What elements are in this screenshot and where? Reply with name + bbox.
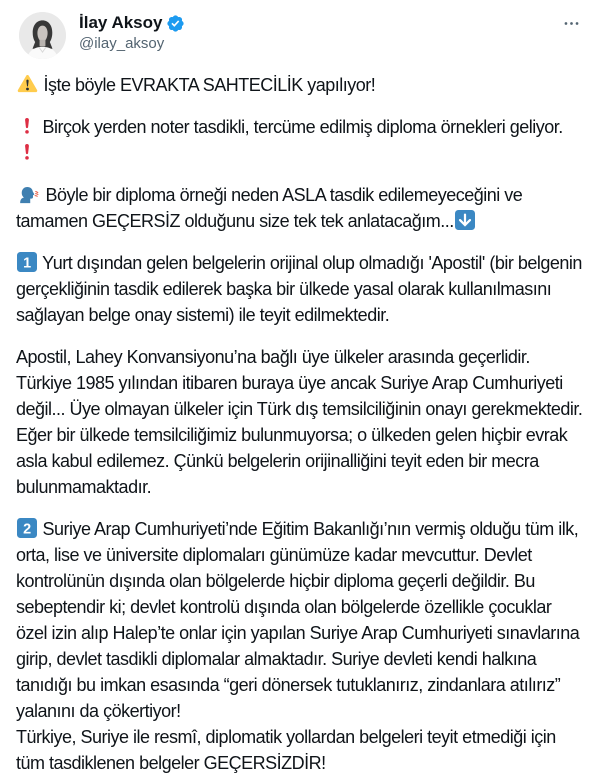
tweet-paragraph: 1 Yurt dışından gelen belgelerin orijinal olup olmadığı 'Apostil' (bir belgenin gerçekliğinin tasdik edilerek başka bir ülkede yasal olarak kullanılmasını sağlayan belge onay sistemi) ile teyit edilmektedir. <box>16 253 582 325</box>
tweet-paragraph: İşte böyle EVRAKTA SAHTECİLİK yapılıyor! <box>16 72 585 98</box>
exclamation-emoji <box>17 142 37 162</box>
tweet-paragraph: Apostil, Lahey Konvansiyonu’na bağlı üye ülkeler arasında geçerlidir. Türkiye 1985 yılından itibaren buraya üye ancak Suriye Arap Cumhuriyeti değil... Üye olmayan ülkeler için Türk dış temsilciliğinin onayı gerekmektedir. Eğer bir ülkede temsilciliğimiz bulunmuyorsa; o ülkeden gelen hiçbir evrak asla kabul edilemez. Çünkü belgelerin orijinalliğini teyit eden bir mecra bulunmamaktadır. <box>16 347 583 497</box>
keycap-2-emoji <box>17 518 37 538</box>
keycap-1-emoji <box>17 252 37 272</box>
profile-photo-icon <box>19 12 66 59</box>
name-row <box>79 13 185 33</box>
svg-text:1: 1 <box>23 255 31 272</box>
down-arrow-emoji <box>455 210 475 230</box>
warning-emoji <box>17 74 38 94</box>
speaking-head-emoji <box>17 184 40 204</box>
tweet-paragraph: Birçok yerden noter tasdikli, tercüme edilmiş diploma örnekleri geliyor. <box>16 114 585 166</box>
more-button[interactable] <box>558 10 585 36</box>
avatar[interactable] <box>19 12 66 59</box>
tweet-header <box>16 10 585 59</box>
exclamation-emoji <box>17 116 37 136</box>
tweet-paragraph: 2 Suriye Arap Cumhuriyeti’nde Eğitim Bakanlığı’nın vermiş olduğu tüm ilk, orta, lise ve üniversite diplomaları günümüze kadar mevcuttur. Devlet kontrolünün dışında olan bölgelerde hiçbir diploma geçerli değildir. Bu sebeptendir ki; devlet kontrolü dışında olan bölgelerde özellikle çocuklar özel izin alıp Halep’te onlar için yapılan Suriye Arap Cumhuriyeti sınavlarına girip, devlet tasdikli diplomalar almaktadır. Suriye devleti kendi halkına tanıdığı bu imkan esasında “geri dönersek tutuklanırız, zindanlara atılırız” yalanını da çökertiyor! Türkiye, Suriye ile resmî, diplomatik yollardan belgeleri teyit etmediği için tüm tasdiklenen belgeler GEÇERSİZDİR! <box>16 519 580 773</box>
tweet-paragraph: Böyle bir diploma örneği neden ASLA tasdik edilemeyeceğini ve tamamen GEÇERSİZ olduğunu size tek tek anlatacağım... <box>16 185 523 231</box>
display-name[interactable]: İlay Aksoy <box>79 13 163 32</box>
user-handle[interactable]: @ilay_aksoy <box>79 35 165 52</box>
tweet-text <box>16 72 585 776</box>
svg-text:2: 2 <box>23 521 31 538</box>
more-horizontal-icon <box>562 14 581 33</box>
user-id-block <box>79 10 185 54</box>
verified-badge-icon <box>166 14 185 33</box>
